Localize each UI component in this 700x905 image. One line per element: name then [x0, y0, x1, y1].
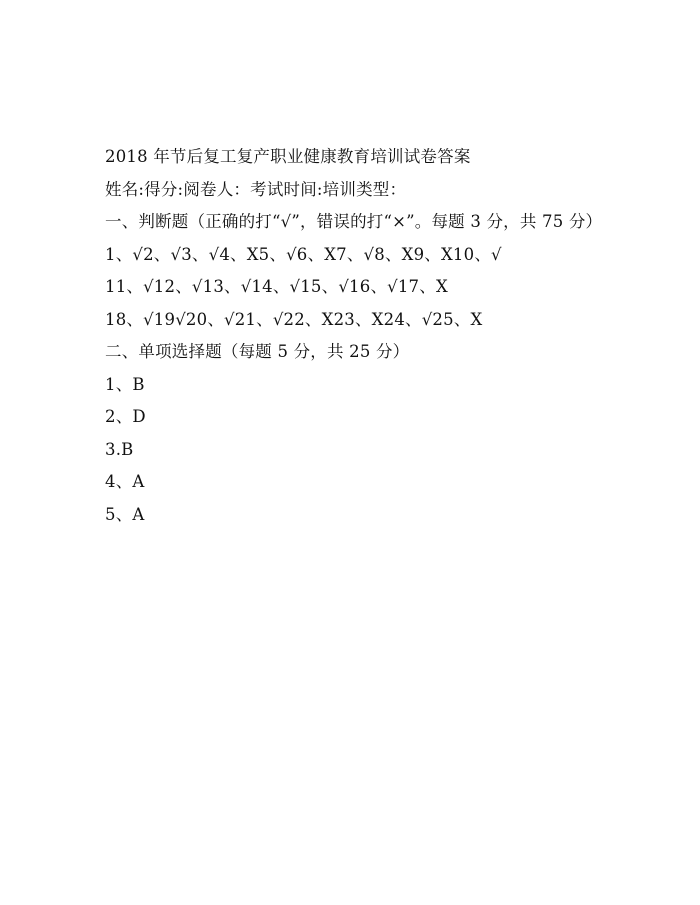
section1-heading: 一、判断题（正确的打“√”，错误的打“×”。每题 3 分，共 75 分）	[105, 212, 603, 231]
document-title: 2018 年节后复工复产职业健康教育培训试卷答案	[105, 147, 471, 166]
section2-answer: 5、A	[105, 504, 145, 524]
section2-answer: 4、A	[105, 472, 145, 491]
section2-answer: 2、D	[105, 407, 146, 426]
section2-heading: 二、单项选择题（每题 5 分，共 25 分）	[105, 342, 410, 361]
info-line: 姓名:得分:阅卷人：考试时间:培训类型：	[105, 179, 407, 199]
section1-answer-line: 11、√12、√13、√14、√15、√16、√17、X	[105, 277, 448, 296]
section1-answer-line: 18、√19√20、√21、√22、X23、X24、√25、X	[105, 309, 483, 329]
section1-answer-line: 1、√2、√3、√4、X5、√6、X7、√8、X9、X10、√	[105, 244, 502, 264]
section2-answer: 3.B	[105, 439, 134, 459]
document-body	[105, 141, 625, 531]
section2-answer: 1、B	[105, 374, 145, 394]
